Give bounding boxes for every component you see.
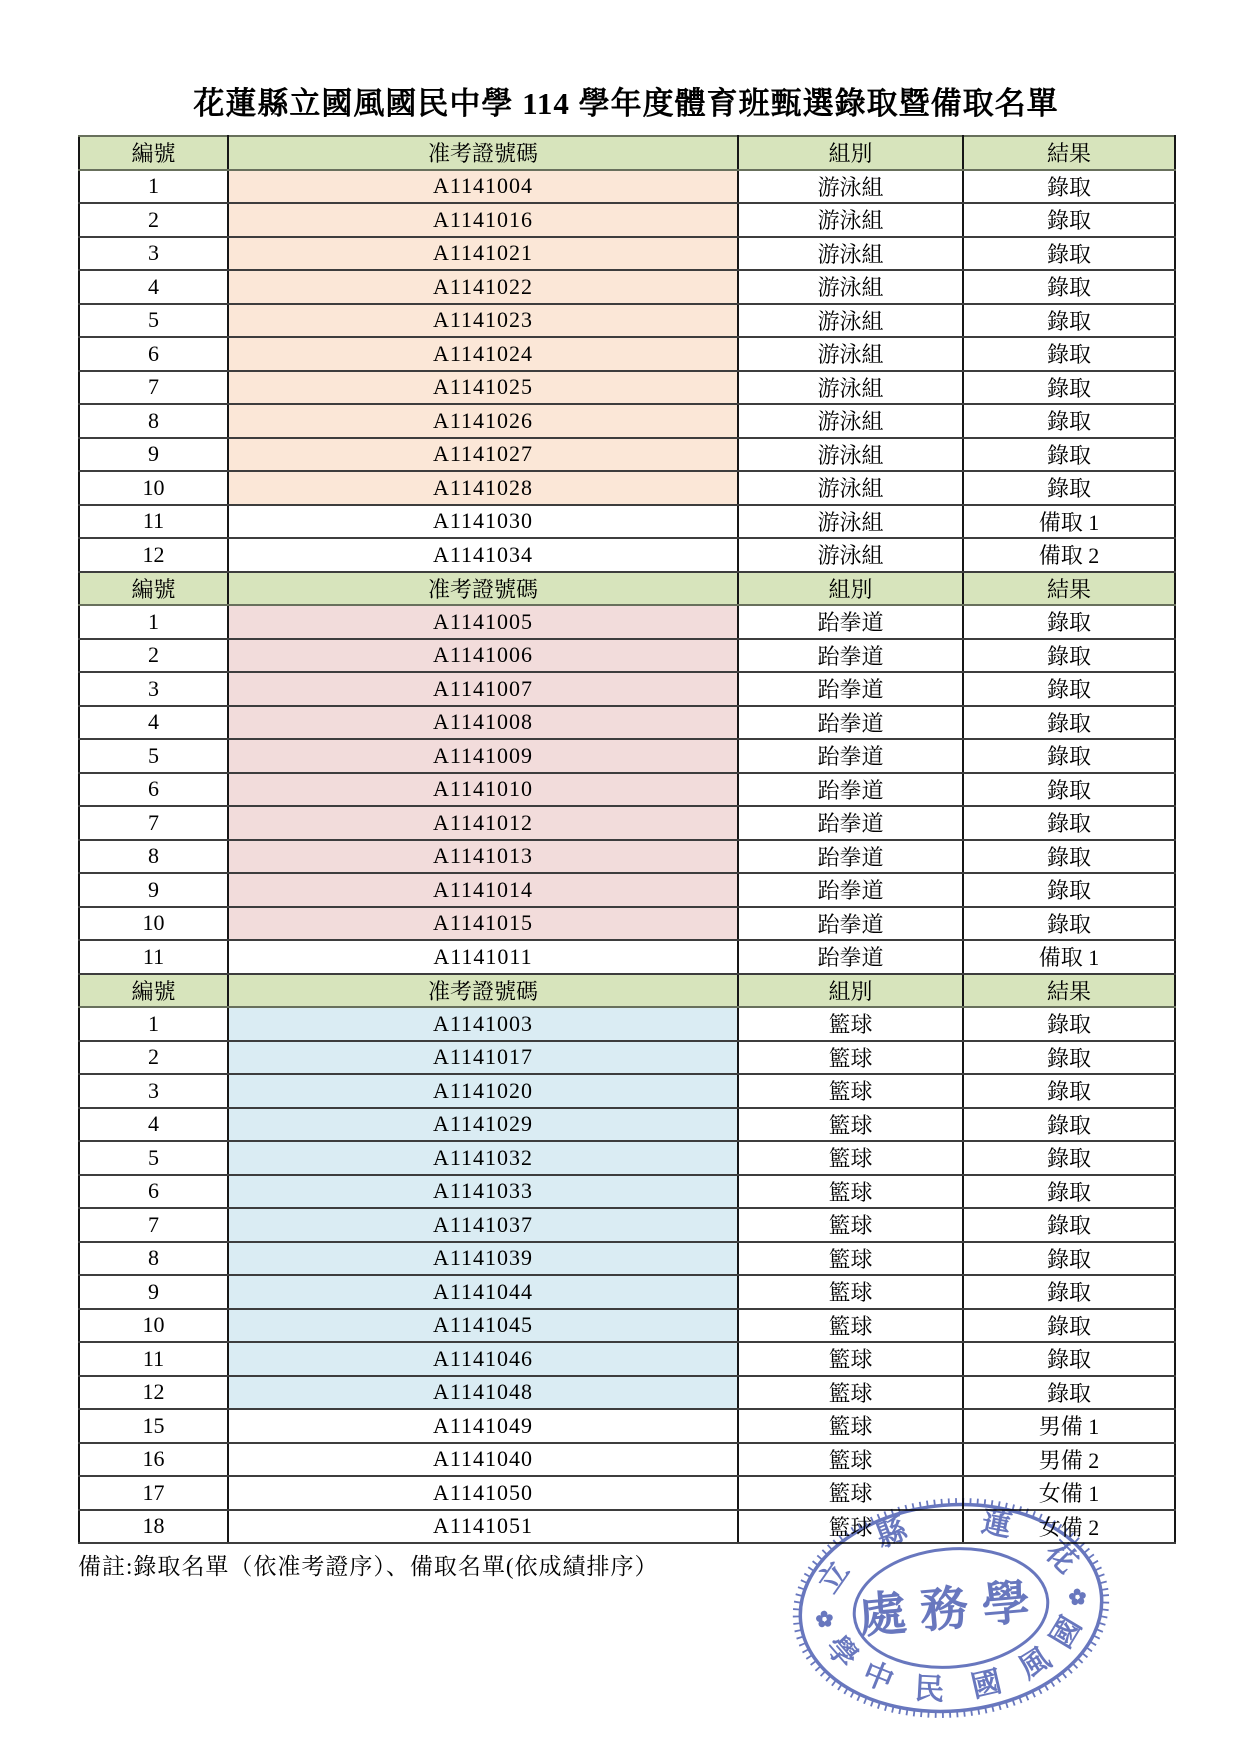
table-row bbox=[79, 170, 1175, 204]
exam-id-cell: A1141014 bbox=[228, 873, 738, 907]
row-number-cell: 12 bbox=[79, 1376, 228, 1410]
group-cell: 游泳組 bbox=[738, 438, 963, 472]
group-cell: 游泳組 bbox=[738, 170, 963, 204]
header-cell-no: 編號 bbox=[79, 974, 228, 1008]
result-cell: 錄取 bbox=[963, 170, 1175, 204]
table-row bbox=[79, 538, 1175, 572]
group-cell: 籃球 bbox=[738, 1208, 963, 1242]
result-cell: 錄取 bbox=[963, 907, 1175, 941]
group-cell: 跆拳道 bbox=[738, 873, 963, 907]
result-cell: 備取 1 bbox=[963, 505, 1175, 539]
group-cell: 跆拳道 bbox=[738, 907, 963, 941]
table-row bbox=[79, 739, 1175, 773]
footnote: 備註:錄取名單（依准考證序）、備取名單(依成績排序） bbox=[78, 1554, 659, 1579]
row-number-cell: 7 bbox=[79, 371, 228, 405]
row-number-cell: 10 bbox=[79, 907, 228, 941]
row-number-cell: 1 bbox=[79, 1007, 228, 1041]
table-row bbox=[79, 672, 1175, 706]
exam-id-cell: A1141029 bbox=[228, 1108, 738, 1142]
result-cell: 備取 1 bbox=[963, 940, 1175, 974]
header-cell-id: 准考證號碼 bbox=[228, 572, 738, 606]
result-cell: 男備 1 bbox=[963, 1409, 1175, 1443]
result-cell: 女備 2 bbox=[963, 1510, 1175, 1544]
row-number-cell: 17 bbox=[79, 1476, 228, 1510]
exam-id-cell: A1141007 bbox=[228, 672, 738, 706]
table-row bbox=[79, 873, 1175, 907]
table-row bbox=[79, 371, 1175, 405]
results-table bbox=[78, 135, 1176, 1544]
header-cell-result: 結果 bbox=[963, 572, 1175, 606]
group-cell: 跆拳道 bbox=[738, 605, 963, 639]
table-row bbox=[79, 1476, 1175, 1510]
exam-id-cell: A1141008 bbox=[228, 706, 738, 740]
group-cell: 籃球 bbox=[738, 1443, 963, 1477]
exam-id-cell: A1141030 bbox=[228, 505, 738, 539]
group-cell: 游泳組 bbox=[738, 371, 963, 405]
row-number-cell: 9 bbox=[79, 873, 228, 907]
table-row bbox=[79, 1108, 1175, 1142]
table-row bbox=[79, 1007, 1175, 1041]
result-cell: 錄取 bbox=[963, 337, 1175, 371]
group-cell: 游泳組 bbox=[738, 270, 963, 304]
result-cell: 錄取 bbox=[963, 639, 1175, 673]
exam-id-cell: A1141044 bbox=[228, 1275, 738, 1309]
row-number-cell: 6 bbox=[79, 1175, 228, 1209]
result-cell: 錄取 bbox=[963, 1242, 1175, 1276]
row-number-cell: 3 bbox=[79, 237, 228, 271]
row-number-cell: 2 bbox=[79, 639, 228, 673]
row-number-cell: 9 bbox=[79, 438, 228, 472]
exam-id-cell: A1141040 bbox=[228, 1443, 738, 1477]
exam-id-cell: A1141032 bbox=[228, 1141, 738, 1175]
result-cell: 備取 2 bbox=[963, 538, 1175, 572]
result-cell: 錄取 bbox=[963, 840, 1175, 874]
header-cell-result: 結果 bbox=[963, 974, 1175, 1008]
group-cell: 游泳組 bbox=[738, 404, 963, 438]
result-cell: 錄取 bbox=[963, 1376, 1175, 1410]
exam-id-cell: A1141016 bbox=[228, 203, 738, 237]
table-row bbox=[79, 471, 1175, 505]
header-cell-id: 准考證號碼 bbox=[228, 974, 738, 1008]
table-row bbox=[79, 404, 1175, 438]
seal-arc-char: 民 bbox=[913, 1672, 946, 1707]
row-number-cell: 11 bbox=[79, 505, 228, 539]
exam-id-cell: A1141020 bbox=[228, 1074, 738, 1108]
row-number-cell: 11 bbox=[79, 1342, 228, 1376]
group-cell: 籃球 bbox=[738, 1041, 963, 1075]
row-number-cell: 8 bbox=[79, 1242, 228, 1276]
exam-id-cell: A1141023 bbox=[228, 304, 738, 338]
page-title: 花蓮縣立國風國民中學 114 學年度體育班甄選錄取暨備取名單 bbox=[193, 86, 1059, 121]
table-row bbox=[79, 1309, 1175, 1343]
seal-arc-char: 中 bbox=[857, 1656, 899, 1699]
header-cell-no: 編號 bbox=[79, 136, 228, 170]
flower-icon bbox=[815, 1610, 833, 1628]
result-cell: 錄取 bbox=[963, 1141, 1175, 1175]
exam-id-cell: A1141009 bbox=[228, 739, 738, 773]
group-cell: 跆拳道 bbox=[738, 639, 963, 673]
result-cell: 錄取 bbox=[963, 605, 1175, 639]
result-cell: 錄取 bbox=[963, 404, 1175, 438]
table-row bbox=[79, 639, 1175, 673]
group-cell: 籃球 bbox=[738, 1141, 963, 1175]
result-cell: 錄取 bbox=[963, 1175, 1175, 1209]
table-row bbox=[79, 1141, 1175, 1175]
exam-id-cell: A1141024 bbox=[228, 337, 738, 371]
group-cell: 跆拳道 bbox=[738, 706, 963, 740]
group-cell: 籃球 bbox=[738, 1510, 963, 1544]
seal-arc-char: 學 bbox=[819, 1630, 864, 1675]
result-cell: 錄取 bbox=[963, 203, 1175, 237]
table-row bbox=[79, 1275, 1175, 1309]
table-row bbox=[79, 1443, 1175, 1477]
row-number-cell: 5 bbox=[79, 739, 228, 773]
row-number-cell: 2 bbox=[79, 203, 228, 237]
table-row bbox=[79, 1074, 1175, 1108]
row-number-cell: 1 bbox=[79, 605, 228, 639]
exam-id-cell: A1141013 bbox=[228, 840, 738, 874]
row-number-cell: 11 bbox=[79, 940, 228, 974]
table-header-row bbox=[79, 974, 1175, 1008]
header-cell-result: 結果 bbox=[963, 136, 1175, 170]
row-number-cell: 6 bbox=[79, 337, 228, 371]
result-cell: 錄取 bbox=[963, 237, 1175, 271]
table-row bbox=[79, 940, 1175, 974]
exam-id-cell: A1141010 bbox=[228, 773, 738, 807]
row-number-cell: 9 bbox=[79, 1275, 228, 1309]
table-row bbox=[79, 1175, 1175, 1209]
group-cell: 跆拳道 bbox=[738, 840, 963, 874]
group-cell: 籃球 bbox=[738, 1342, 963, 1376]
row-number-cell: 12 bbox=[79, 538, 228, 572]
table-row bbox=[79, 706, 1175, 740]
exam-id-cell: A1141011 bbox=[228, 940, 738, 974]
header-cell-group: 組別 bbox=[738, 136, 963, 170]
exam-id-cell: A1141028 bbox=[228, 471, 738, 505]
row-number-cell: 5 bbox=[79, 304, 228, 338]
exam-id-cell: A1141025 bbox=[228, 371, 738, 405]
seal-center-text: 處務學 bbox=[856, 1575, 1047, 1645]
row-number-cell: 1 bbox=[79, 170, 228, 204]
exam-id-cell: A1141006 bbox=[228, 639, 738, 673]
seal-arc-char: 立 bbox=[811, 1555, 857, 1600]
table-row bbox=[79, 1510, 1175, 1544]
exam-id-cell: A1141022 bbox=[228, 270, 738, 304]
result-cell: 男備 2 bbox=[963, 1443, 1175, 1477]
exam-id-cell: A1141021 bbox=[228, 237, 738, 271]
table-header-row bbox=[79, 572, 1175, 606]
result-cell: 錄取 bbox=[963, 1007, 1175, 1041]
group-cell: 游泳組 bbox=[738, 304, 963, 338]
row-number-cell: 2 bbox=[79, 1041, 228, 1075]
table-row bbox=[79, 806, 1175, 840]
result-cell: 錄取 bbox=[963, 706, 1175, 740]
result-cell: 錄取 bbox=[963, 1342, 1175, 1376]
table-row bbox=[79, 840, 1175, 874]
seal-arc-char: 國 bbox=[1044, 1611, 1089, 1654]
group-cell: 籃球 bbox=[738, 1074, 963, 1108]
result-cell: 女備 1 bbox=[963, 1476, 1175, 1510]
row-number-cell: 7 bbox=[79, 1208, 228, 1242]
table-row bbox=[79, 304, 1175, 338]
group-cell: 游泳組 bbox=[738, 538, 963, 572]
group-cell: 游泳組 bbox=[738, 505, 963, 539]
group-cell: 跆拳道 bbox=[738, 672, 963, 706]
group-cell: 游泳組 bbox=[738, 337, 963, 371]
result-cell: 錄取 bbox=[963, 1208, 1175, 1242]
table-row bbox=[79, 1242, 1175, 1276]
exam-id-cell: A1141046 bbox=[228, 1342, 738, 1376]
result-cell: 錄取 bbox=[963, 1041, 1175, 1075]
exam-id-cell: A1141015 bbox=[228, 907, 738, 941]
result-cell: 錄取 bbox=[963, 806, 1175, 840]
row-number-cell: 6 bbox=[79, 773, 228, 807]
table-row bbox=[79, 907, 1175, 941]
exam-id-cell: A1141048 bbox=[228, 1376, 738, 1410]
row-number-cell: 10 bbox=[79, 1309, 228, 1343]
table-row bbox=[79, 1376, 1175, 1410]
group-cell: 籃球 bbox=[738, 1275, 963, 1309]
exam-id-cell: A1141004 bbox=[228, 170, 738, 204]
group-cell: 籃球 bbox=[738, 1007, 963, 1041]
result-cell: 錄取 bbox=[963, 471, 1175, 505]
result-cell: 錄取 bbox=[963, 1275, 1175, 1309]
exam-id-cell: A1141026 bbox=[228, 404, 738, 438]
result-cell: 錄取 bbox=[963, 371, 1175, 405]
table-row bbox=[79, 1208, 1175, 1242]
exam-id-cell: A1141050 bbox=[228, 1476, 738, 1510]
result-cell: 錄取 bbox=[963, 773, 1175, 807]
group-cell: 籃球 bbox=[738, 1108, 963, 1142]
table-header-row bbox=[79, 136, 1175, 170]
result-cell: 錄取 bbox=[963, 739, 1175, 773]
header-cell-group: 組別 bbox=[738, 974, 963, 1008]
group-cell: 游泳組 bbox=[738, 203, 963, 237]
results-table-body bbox=[79, 136, 1175, 1543]
result-cell: 錄取 bbox=[963, 1309, 1175, 1343]
group-cell: 跆拳道 bbox=[738, 739, 963, 773]
exam-id-cell: A1141003 bbox=[228, 1007, 738, 1041]
group-cell: 跆拳道 bbox=[738, 806, 963, 840]
group-cell: 跆拳道 bbox=[738, 773, 963, 807]
flower-icon bbox=[1068, 1588, 1086, 1606]
group-cell: 游泳組 bbox=[738, 237, 963, 271]
result-cell: 錄取 bbox=[963, 270, 1175, 304]
row-number-cell: 16 bbox=[79, 1443, 228, 1477]
group-cell: 跆拳道 bbox=[738, 940, 963, 974]
row-number-cell: 15 bbox=[79, 1409, 228, 1443]
table-row bbox=[79, 237, 1175, 271]
row-number-cell: 8 bbox=[79, 840, 228, 874]
exam-id-cell: A1141034 bbox=[228, 538, 738, 572]
exam-id-cell: A1141049 bbox=[228, 1409, 738, 1443]
seal-inner-ring bbox=[849, 1541, 1053, 1675]
result-cell: 錄取 bbox=[963, 1108, 1175, 1142]
group-cell: 籃球 bbox=[738, 1242, 963, 1276]
exam-id-cell: A1141045 bbox=[228, 1309, 738, 1343]
table-row bbox=[79, 1342, 1175, 1376]
seal-arc-char: 蓮 bbox=[978, 1505, 1015, 1544]
row-number-cell: 7 bbox=[79, 806, 228, 840]
table-row bbox=[79, 773, 1175, 807]
header-cell-no: 編號 bbox=[79, 572, 228, 606]
group-cell: 游泳組 bbox=[738, 471, 963, 505]
result-cell: 錄取 bbox=[963, 672, 1175, 706]
table-row bbox=[79, 605, 1175, 639]
row-number-cell: 3 bbox=[79, 672, 228, 706]
result-cell: 錄取 bbox=[963, 304, 1175, 338]
row-number-cell: 4 bbox=[79, 270, 228, 304]
header-cell-id: 准考證號碼 bbox=[228, 136, 738, 170]
group-cell: 籃球 bbox=[738, 1376, 963, 1410]
group-cell: 籃球 bbox=[738, 1175, 963, 1209]
exam-id-cell: A1141033 bbox=[228, 1175, 738, 1209]
row-number-cell: 18 bbox=[79, 1510, 228, 1544]
table-row bbox=[79, 1041, 1175, 1075]
result-cell: 錄取 bbox=[963, 1074, 1175, 1108]
result-cell: 錄取 bbox=[963, 873, 1175, 907]
group-cell: 籃球 bbox=[738, 1476, 963, 1510]
table-row bbox=[79, 438, 1175, 472]
table-row bbox=[79, 1409, 1175, 1443]
row-number-cell: 3 bbox=[79, 1074, 228, 1108]
table-row bbox=[79, 505, 1175, 539]
row-number-cell: 4 bbox=[79, 706, 228, 740]
seal-arc-char: 風 bbox=[1013, 1641, 1057, 1686]
seal-arc-char: 縣 bbox=[871, 1512, 912, 1555]
table-row bbox=[79, 337, 1175, 371]
row-number-cell: 5 bbox=[79, 1141, 228, 1175]
exam-id-cell: A1141005 bbox=[228, 605, 738, 639]
table-row bbox=[79, 270, 1175, 304]
table-row bbox=[79, 203, 1175, 237]
row-number-cell: 10 bbox=[79, 471, 228, 505]
seal-arc-char: 國 bbox=[968, 1665, 1005, 1705]
exam-id-cell: A1141017 bbox=[228, 1041, 738, 1075]
result-cell: 錄取 bbox=[963, 438, 1175, 472]
header-cell-group: 組別 bbox=[738, 572, 963, 606]
row-number-cell: 4 bbox=[79, 1108, 228, 1142]
seal-arc-char: 花 bbox=[1038, 1535, 1084, 1580]
exam-id-cell: A1141039 bbox=[228, 1242, 738, 1276]
group-cell: 籃球 bbox=[738, 1409, 963, 1443]
exam-id-cell: A1141012 bbox=[228, 806, 738, 840]
exam-id-cell: A1141027 bbox=[228, 438, 738, 472]
exam-id-cell: A1141037 bbox=[228, 1208, 738, 1242]
row-number-cell: 8 bbox=[79, 404, 228, 438]
group-cell: 籃球 bbox=[738, 1309, 963, 1343]
exam-id-cell: A1141051 bbox=[228, 1510, 738, 1544]
